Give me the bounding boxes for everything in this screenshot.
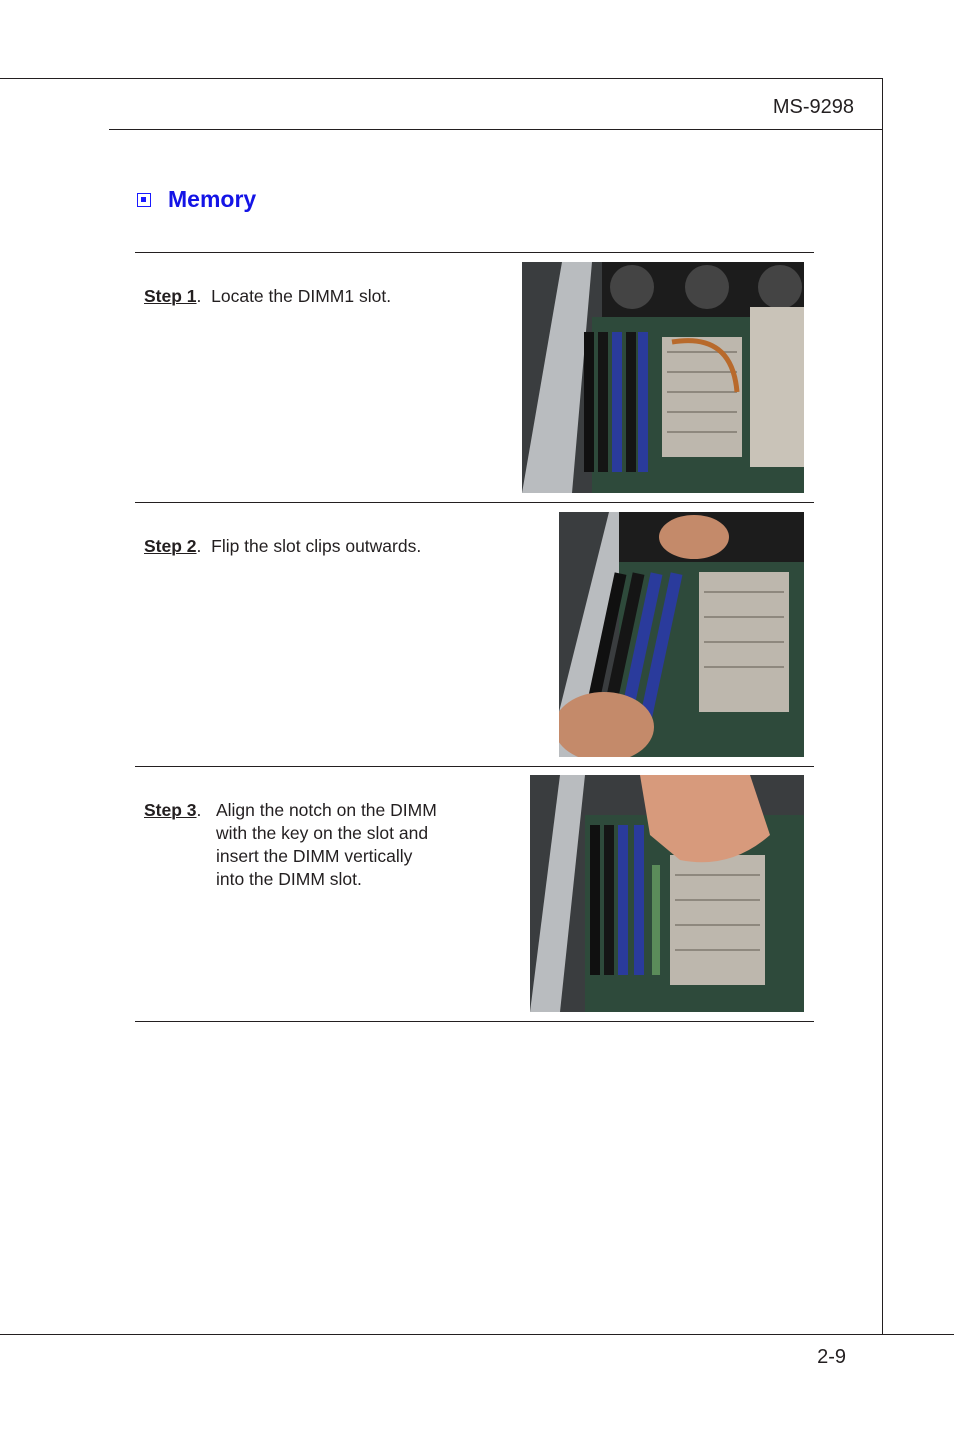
step-text: Flip the slot clips outwards. <box>211 536 422 556</box>
step-3: Step 3. Align the notch on the DIMM with the key on the slot and insert the DIMM vertically into the DIMM slot. <box>144 800 437 889</box>
step-divider <box>135 502 814 503</box>
header-top-rule <box>0 78 883 79</box>
section-title: Memory <box>168 186 257 212</box>
model-number: MS-9298 <box>772 96 854 118</box>
step-divider <box>135 252 814 253</box>
step-divider <box>135 1021 814 1022</box>
step-label: Step 1 <box>144 286 197 306</box>
step-text: Locate the DIMM1 slot. <box>211 286 392 306</box>
insert-dimm-photo <box>530 775 804 1012</box>
footer-rule <box>0 1334 954 1335</box>
square-bullet-icon <box>137 193 151 207</box>
flip-clips-photo <box>559 512 804 757</box>
step-divider <box>135 766 814 767</box>
right-margin-rule <box>882 78 883 1335</box>
page-number: 2-9 <box>817 1346 846 1368</box>
step-2: Step 2. Flip the slot clips outwards. <box>144 536 422 556</box>
step-label: Step 2 <box>144 536 197 556</box>
step-text: Align the notch on the DIMM with the key on the slot and insert the DIMM vertically into the DIMM slot. <box>215 800 437 889</box>
step-label: Step 3 <box>144 800 197 820</box>
header-bottom-rule <box>109 129 883 130</box>
step-1: Step 1. Locate the DIMM1 slot. <box>144 286 392 306</box>
dimm-slots-photo <box>522 262 804 493</box>
